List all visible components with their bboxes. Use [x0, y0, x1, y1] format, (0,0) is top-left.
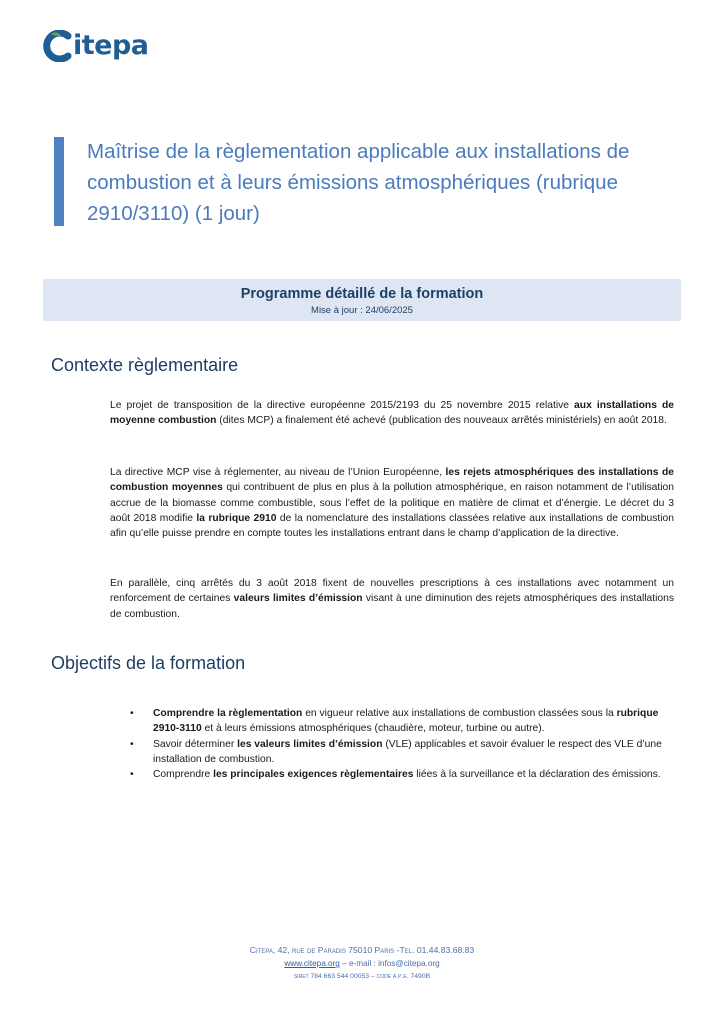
page-footer [0, 944, 724, 983]
list-item [110, 706, 674, 737]
text-run: en vigueur relative aux installations de combustion classées sous la [302, 708, 617, 719]
text-run: Comprendre [153, 769, 214, 781]
context-paragraph-3 [110, 576, 674, 622]
text-bold: la rubrique 2910 [196, 512, 277, 524]
title-accent-bar [54, 137, 64, 226]
text-run: liées à la surveillance et la déclaration des émissions. [413, 769, 661, 781]
update-date: Mise à jour : 24/06/2025 [311, 305, 413, 316]
list-item [110, 767, 674, 782]
text-run: En parallèle, cinq arrêtés du 3 août 2018 fixent de nouvelles prescriptions à ces installations avec notamment un renforcement de certaines [110, 578, 674, 605]
context-paragraph-1 [110, 398, 674, 429]
text-bold: les principales exigences règlementaires [213, 769, 414, 781]
text-bold: aux installations de moyenne combustion [110, 400, 674, 427]
text-run: de la nomenclature des installations classées relative aux installations de combustion afin qu’elle puisse prendre en compte toutes les installations entrant dans le champ d’application de la directive. [110, 512, 674, 540]
text-run: qui contribuent de plus en plus à la pollution atmosphérique, en raison notamment de l’utilisation accrue de la biomasse comme combustible, sous l’effet de la politique en matière de climat et d’énergie. Le décret du 3 août 2018 modifie [110, 482, 675, 524]
objectives-list [110, 706, 674, 782]
bullet-icon: • [130, 769, 134, 781]
text-run: visant à une diminution des rejets atmosphériques des installations de combustion. [110, 593, 675, 620]
footer-contact [0, 957, 724, 970]
footer-legal: siret 784 663 544 00053 – code a.p.e. 7490B [293, 973, 431, 980]
text-run: La directive MCP vise à réglementer, au niveau de l’Union Européenne, [110, 467, 446, 478]
bullet-icon: • [130, 708, 134, 719]
citepa-logo-icon [42, 30, 72, 62]
text-bold: Comprendre la règlementation [153, 708, 303, 719]
text-run: Le projet de transposition de la directive européenne 2015/2193 du 25 novembre 2015 relative [110, 400, 575, 411]
programme-heading: Programme détaillé de la formation [240, 286, 484, 302]
text-bold: valeurs limites d’émission [233, 593, 363, 605]
page-title: Maîtrise de la règlementation applicable aux installations de combustion et à leurs émissions atmosphériques (rubrique 2910/3110) (1 jour) [87, 140, 630, 225]
list-item [110, 737, 674, 768]
text-run: et à leurs émissions atmosphériques (chaudière, moteur, turbine ou autre). [201, 723, 545, 735]
text-bold: les rejets atmosphériques des installations de combustion moyennes [110, 467, 674, 494]
bullet-icon: • [130, 738, 134, 750]
text-run: (dites MCP) a finalement été achevé (publication des nouveaux arrêtés ministériels) en août 2018. [216, 415, 667, 427]
objectives-heading: Objectifs de la formation [51, 653, 246, 673]
citepa-logo [42, 28, 149, 64]
programme-banner [43, 279, 681, 321]
logo-wordmark: itepa [73, 30, 149, 61]
context-paragraph-2 [110, 465, 674, 541]
website-link[interactable]: www.citepa.org [284, 959, 340, 968]
footer-email: – e-mail : infos@citepa.org [339, 959, 440, 968]
text-bold: les valeurs limites d’émission [237, 738, 383, 750]
text-bold: rubrique 2910-3110 [153, 708, 659, 735]
context-heading: Contexte règlementaire [51, 355, 239, 375]
text-run: (VLE) applicables et savoir évaluer le respect des VLE d’une installation de combustion. [153, 738, 662, 765]
footer-address: Citepa, 42, rue de Paradis 75010 Paris -Tel. 01.44.83.68.83 [249, 945, 475, 955]
text-run: Savoir déterminer [153, 738, 238, 750]
